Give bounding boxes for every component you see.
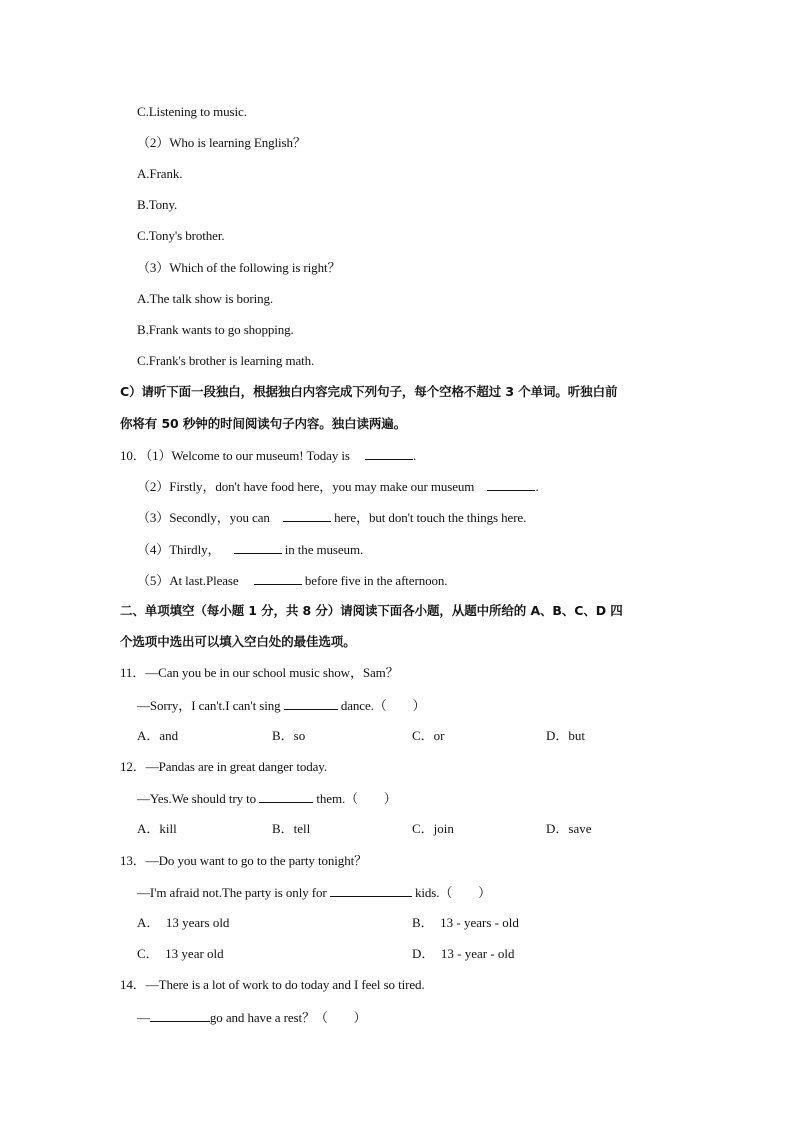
answer-blank[interactable] bbox=[254, 572, 302, 585]
q3-stem: （3）Which of the following is right？ bbox=[137, 260, 341, 275]
q13-option-c[interactable]: C． 13 year old bbox=[137, 946, 224, 961]
answer-blank[interactable] bbox=[283, 509, 331, 522]
q14-line2: — go and have a rest？（ ） bbox=[137, 1010, 367, 1025]
q13-line1: 13．—Do you want to go to the party tonight？ bbox=[120, 853, 368, 868]
q2-option-a: A.Frank. bbox=[137, 166, 183, 181]
section2-heading-line2: 个选项中选出可以填入空白处的最佳选项。 bbox=[120, 634, 356, 649]
q11-line2: —Sorry，I can't.I can't sing dance.（ ） bbox=[137, 698, 426, 713]
q12-option-b[interactable]: B．tell bbox=[272, 821, 311, 836]
q12-line2: —Yes.We should try to them.（ ） bbox=[137, 791, 397, 806]
q11-option-b[interactable]: B．so bbox=[272, 728, 306, 743]
q11-line1: 11．—Can you be in our school music show，Sam？ bbox=[120, 665, 399, 680]
q10-item-3: （3）Secondly，you can here，but don't touch the things here. bbox=[137, 510, 527, 525]
answer-blank[interactable] bbox=[259, 790, 313, 803]
answer-blank[interactable] bbox=[234, 541, 282, 554]
answer-blank[interactable] bbox=[365, 447, 413, 460]
q10-item-1: 10．（1）Welcome to our museum! Today is . bbox=[120, 448, 417, 463]
section-c-instruction-line1: C）请听下面一段独白，根据独白内容完成下列句子，每个空格不超过 3 个单词。听独白前 bbox=[120, 384, 618, 399]
answer-blank[interactable] bbox=[330, 884, 412, 897]
q11-option-a[interactable]: A．and bbox=[137, 728, 179, 743]
section2-heading-line1: 二、单项填空（每小题 1 分，共 8 分）请阅读下面各小题，从题中所给的 A、B、C、D 四 bbox=[120, 603, 623, 618]
q13-option-a[interactable]: A． 13 years old bbox=[137, 915, 230, 930]
question-number: 12． bbox=[120, 759, 146, 774]
q11-option-c[interactable]: C．or bbox=[412, 728, 445, 743]
q12-option-c[interactable]: C．join bbox=[412, 821, 454, 836]
q13-option-b[interactable]: B． 13 - years - old bbox=[412, 915, 519, 930]
q11-option-d[interactable]: D．but bbox=[546, 728, 586, 743]
q2-option-c: C.Tony's brother. bbox=[137, 228, 225, 243]
q1-option-c: C.Listening to music. bbox=[137, 104, 247, 119]
answer-blank[interactable] bbox=[284, 697, 338, 710]
q3-option-c: C.Frank's brother is learning math. bbox=[137, 353, 315, 368]
answer-blank[interactable] bbox=[150, 1009, 210, 1022]
question-number: 10． bbox=[120, 448, 146, 463]
q13-option-d[interactable]: D． 13 - year - old bbox=[412, 946, 515, 961]
section-c-instruction-line2: 你将有 50 秒钟的时间阅读句子内容。独白读两遍。 bbox=[120, 416, 407, 431]
question-number: 14． bbox=[120, 977, 146, 992]
question-number: 11． bbox=[120, 665, 146, 680]
q3-option-b: B.Frank wants to go shopping. bbox=[137, 322, 294, 337]
q10-item-2: （2）Firstly，don't have food here，you may make our museum . bbox=[137, 479, 539, 494]
question-number: 13． bbox=[120, 853, 146, 868]
q13-line2: —I'm afraid not.The party is only for kids.（ ） bbox=[137, 885, 491, 900]
q3-option-a: A.The talk show is boring. bbox=[137, 291, 274, 306]
q12-option-a[interactable]: A．kill bbox=[137, 821, 177, 836]
q12-option-d[interactable]: D．save bbox=[546, 821, 592, 836]
q12-line1: 12．—Pandas are in great danger today. bbox=[120, 759, 328, 774]
q10-item-5: （5）At last.Please before five in the afternoon. bbox=[137, 573, 448, 588]
answer-blank[interactable] bbox=[487, 478, 535, 491]
q2-option-b: B.Tony. bbox=[137, 197, 178, 212]
q10-item-4: （4）Thirdly， in the museum. bbox=[137, 542, 364, 557]
q14-line1: 14．—There is a lot of work to do today and I feel so tired. bbox=[120, 977, 425, 992]
q2-stem: （2）Who is learning English？ bbox=[137, 135, 306, 150]
